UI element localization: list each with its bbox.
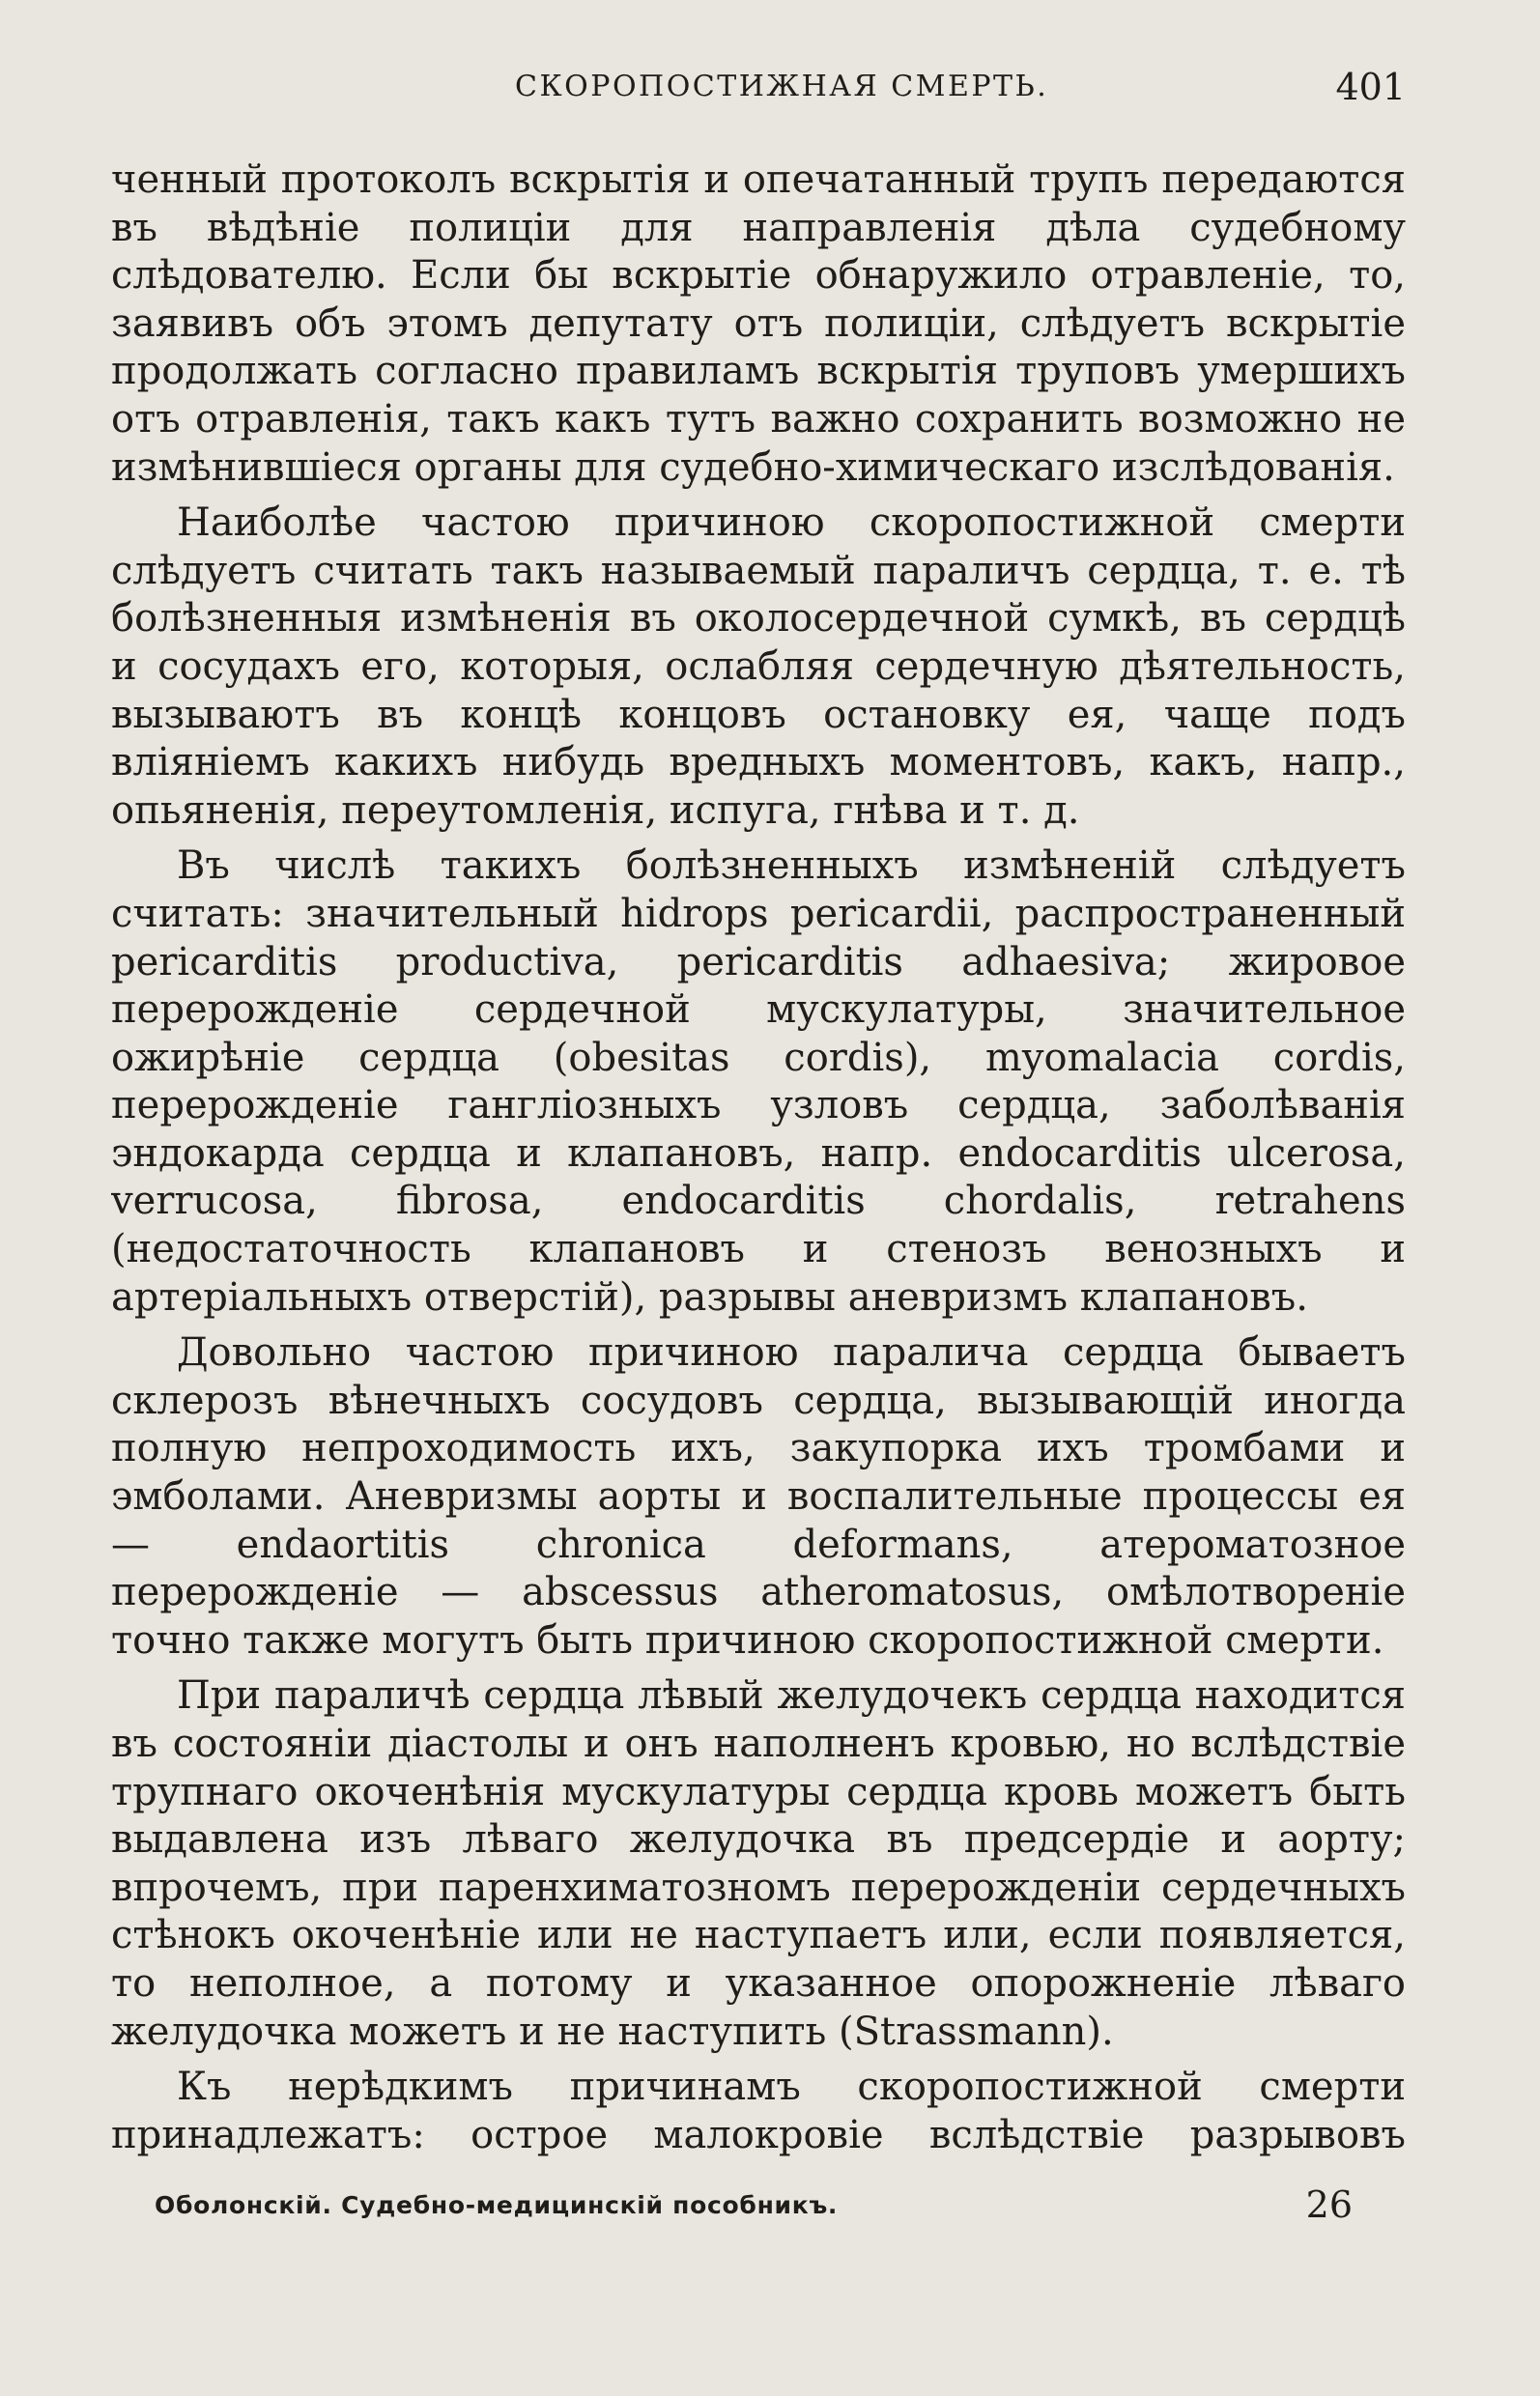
- page-number: 401: [1335, 66, 1406, 108]
- paragraph-heart-paralysis: Наиболѣе частою причиною скоропостижной смерти слѣдуетъ считать такъ называемый параличъ сердца, т. е. тѣ болѣзненныя измѣненія въ околосердечной сумкѣ, въ сердцѣ и сосудахъ его, которыя, ослабляя сердечную дѣятельность, вызываютъ въ концѣ концовъ остановку ея, чаще подъ вліяніемъ какихъ нибудь вредныхъ моментовъ, какъ, напр., опьяненія, переутомленія, испуга, гнѣва и т. д.: [111, 500, 1406, 833]
- page-footer: [155, 2183, 1353, 2232]
- paragraph-continuation: ченный протоколъ вскрытія и опечатанный трупъ передаются въ вѣдѣніе полиціи для направленія дѣла судебному слѣдователю. Если бы вскрытіе обнаружило отравленіе, то, заявивъ объ этомъ депутату отъ полиціи, слѣдуетъ вскрытіе продолжать согласно правиламъ вскрытія труповъ умершихъ отъ отравленія, такъ какъ тутъ важно сохранить возможно не измѣнившіеся органы для судебно-химическаго изслѣдованія.: [111, 157, 1406, 490]
- body-text: [111, 157, 1406, 2156]
- signature-mark: 26: [1305, 2183, 1353, 2226]
- paragraph-disease-list: Въ числѣ такихъ болѣзненныхъ измѣненій слѣдуетъ считать: значительный hidrops pericardii, распространенный pericarditis productiva, pericarditis adhaesiva; жировое перерожденіе сердечной мускулатуры, значительное ожирѣніе сердца (obesitas cordis), myomalacia cordis, перерожденіе ганглiозныхъ узловъ сердца, заболѣванія эндокарда сердца и клапановъ, напр. endocarditis ulcerosa, verrucosa, fibrosa, endocarditis chordalis, retrahens (недостаточность клапановъ и стенозъ венозныхъ и артеріальныхъ отверстій), разрывы аневризмъ клапановъ.: [111, 843, 1406, 1320]
- footer-signature: Оболонскій. Судебно-медицинскій пособникъ.: [155, 2191, 839, 2219]
- paragraph-left-ventricle: При параличѣ сердца лѣвый желудочекъ сердца находится въ состояніи діастолы и онъ наполненъ кровью, но вслѣдствіе трупнаго окоченѣнія мускулатуры сердца кровь можетъ быть выдавлена изъ лѣваго желудочка въ предсердіе и аорту; впрочемъ, при паренхиматозномъ перерожденіи сердечныхъ стѣнокъ окоченѣніе или не наступаетъ или, если появляется, то неполное, а потому и указанное опорожненіе лѣваго желудочка можетъ и не наступить (Strassmann).: [111, 1673, 1406, 2054]
- paragraph-sclerosis: Довольно частою причиною паралича сердца бываетъ склерозъ вѣнечныхъ сосудовъ сердца, вызывающій иногда полную непроходимость ихъ, закупорка ихъ тромбами и эмболами. Аневризмы аорты и воспалительные процессы ея — endaortitis chronica deformans, атероматозное перерожденіе — abscessus atheromatosus, омѣлотвореніе точно также могутъ быть причиною скоропостижной смерти.: [111, 1330, 1406, 1663]
- paragraph-other-causes: Къ нерѣдкимъ причинамъ скоропостижной смерти принадлежатъ: острое малокровіе вслѣдствіе разрывовъ: [111, 2065, 1406, 2156]
- running-head: [111, 66, 1406, 118]
- running-title: СКОРОПОСТИЖНАЯ СМЕРТЬ.: [515, 70, 1049, 103]
